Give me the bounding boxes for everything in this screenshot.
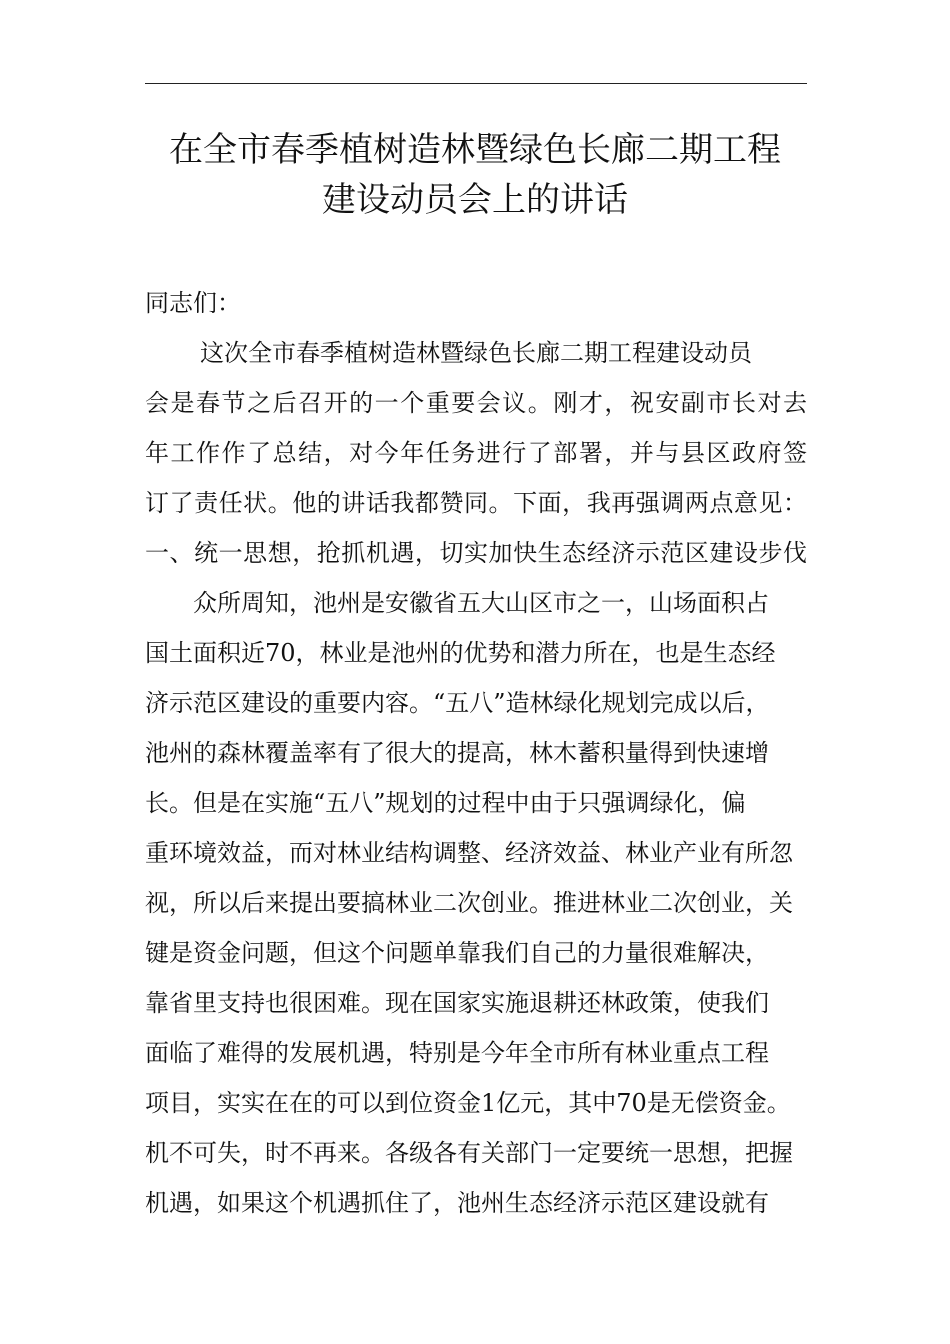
document-title-line-1: 在全市春季植树造林暨绿色长廊二期工程 <box>169 130 781 170</box>
paragraph-line: 键是资金问题，但这个问题单靠我们自己的力量很难解决， <box>145 939 769 967</box>
paragraph-line: 靠省里支持也很困难。现在国家实施退耕还林政策，使我们 <box>145 989 769 1017</box>
paragraph-line: 会是春节之后召开的一个重要会议。刚才，祝安副市长对去 <box>145 389 807 417</box>
paragraph-line: 订了责任状。他的讲话我都赞同。下面，我再强调两点意见： <box>145 489 807 517</box>
paragraph-line: 济示范区建设的重要内容。“五八”造林绿化规划完成以后， <box>145 689 770 717</box>
paragraph-line: 视，所以后来提出要搞林业二次创业。推进林业二次创业，关 <box>145 889 793 917</box>
document-body <box>145 278 807 1228</box>
section-heading: 一、统一思想，抢抓机遇，切实加快生态经济示范区建设步伐 <box>145 539 807 567</box>
salutation: 同志们： <box>145 289 241 317</box>
paragraph-line: 众所周知，池州是安徽省五大山区市之一，山场面积占 <box>193 589 769 617</box>
paragraph-line: 池州的森林覆盖率有了很大的提高，林木蓄积量得到快速增 <box>145 739 769 767</box>
paragraph-line: 国土面积近70，林业是池州的优势和潜力所在，也是生态经 <box>145 639 776 667</box>
paragraph-line: 年工作作了总结，对今年任务进行了部署，并与县区政府签 <box>145 439 807 467</box>
paragraph-line: 机不可失，时不再来。各级各有关部门一定要统一思想，把握 <box>145 1139 793 1167</box>
paragraph-line: 重环境效益，而对林业结构调整、经济效益、林业产业有所忽 <box>145 839 793 867</box>
paragraph-line: 机遇，如果这个机遇抓住了，池州生态经济示范区建设就有 <box>145 1189 769 1217</box>
paragraph-line: 这次全市春季植树造林暨绿色长廊二期工程建设动员 <box>200 339 752 367</box>
paragraph-line: 面临了难得的发展机遇，特别是今年全市所有林业重点工程 <box>145 1039 769 1067</box>
document-title-line-2: 建设动员会上的讲话 <box>322 180 628 220</box>
paragraph-line: 长。但是在实施“五八”规划的过程中由于只强调绿化，偏 <box>145 789 746 817</box>
header-rule <box>145 83 807 84</box>
paragraph-line: 项目，实实在在的可以到位资金1亿元，其中70是无偿资金。 <box>145 1089 791 1117</box>
